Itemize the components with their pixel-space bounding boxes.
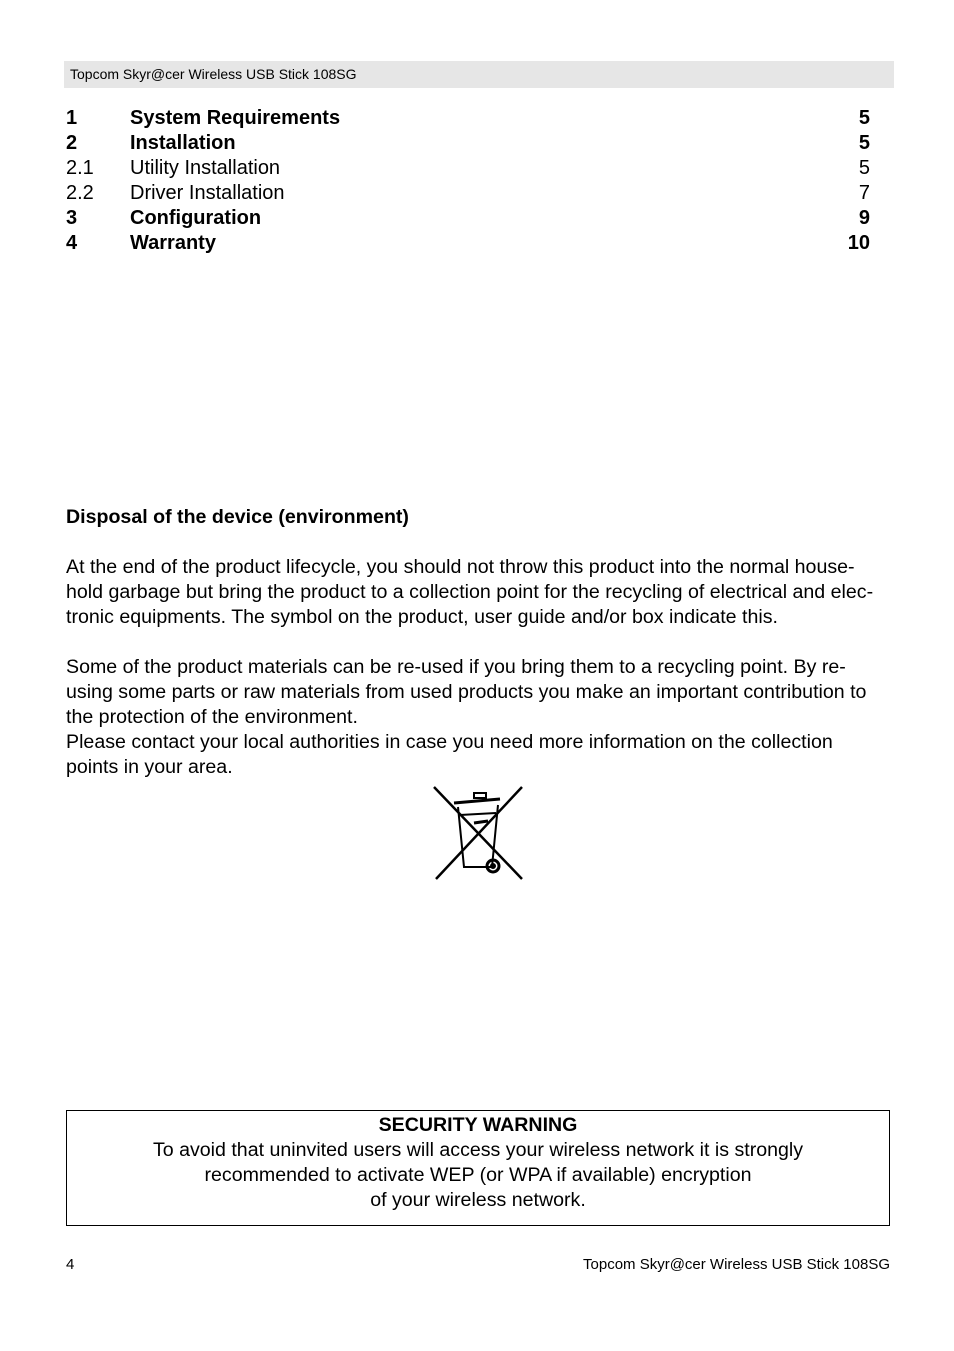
- toc-title: Utility Installation: [130, 157, 281, 179]
- toc-page: 5: [858, 132, 870, 154]
- toc-page: 5: [858, 157, 870, 179]
- warning-line: To avoid that uninvited users will access your wireless network it is strongly: [152, 1139, 804, 1161]
- section-heading: Disposal of the device (environment): [66, 506, 409, 528]
- toc-title: Configuration: [130, 207, 262, 229]
- text-line: Please contact your local authorities in case you need more information on the collection: [66, 731, 833, 753]
- table-of-contents: [66, 106, 872, 256]
- toc-number: 4: [66, 232, 78, 254]
- toc-number: 3: [66, 207, 78, 229]
- running-header: [64, 61, 894, 88]
- text-line: hold garbage but bring the product to a collection point for the recycling of electrical and elec-: [66, 581, 874, 603]
- warning-line: recommended to activate WEP (or WPA if available) encryption: [204, 1164, 752, 1186]
- toc-number: 2: [66, 132, 78, 154]
- toc-page: 9: [858, 207, 870, 229]
- toc-entry[interactable]: [66, 106, 872, 131]
- toc-entry[interactable]: [66, 206, 872, 231]
- toc-number: 1: [66, 107, 78, 129]
- toc-entry[interactable]: [66, 156, 872, 181]
- paragraph: [66, 555, 894, 630]
- disposal-section: [66, 505, 894, 780]
- text-line: the protection of the environment.: [66, 706, 358, 728]
- toc-entry[interactable]: [66, 231, 872, 256]
- toc-entry[interactable]: [66, 181, 872, 206]
- toc-title: Driver Installation: [130, 182, 285, 204]
- toc-page: 5: [858, 107, 870, 129]
- text-line: At the end of the product lifecycle, you should not throw this product into the normal house-: [66, 556, 855, 578]
- text-line: points in your area.: [66, 756, 233, 778]
- warning-line: of your wireless network.: [370, 1189, 586, 1211]
- text-line: Some of the product materials can be re-used if you bring them to a recycling point. By re-: [66, 656, 846, 678]
- toc-page: 7: [858, 182, 870, 204]
- page-number: 4: [66, 1256, 75, 1273]
- crossed-out-wheelie-bin-icon: [430, 785, 526, 883]
- text-line: using some parts or raw materials from used products you make an important contribution to: [66, 681, 867, 703]
- toc-page: 10: [847, 232, 870, 254]
- footer-title: Topcom Skyr@cer Wireless USB Stick 108SG: [583, 1256, 890, 1273]
- text-line: tronic equipments. The symbol on the product, user guide and/or box indicate this.: [66, 606, 778, 628]
- security-warning-box: [66, 1110, 890, 1226]
- toc-number: 2.1: [66, 157, 94, 179]
- toc-title: Installation: [130, 132, 236, 154]
- warning-title: SECURITY WARNING: [378, 1114, 578, 1136]
- paragraph: [66, 655, 894, 780]
- toc-number: 2.2: [66, 182, 94, 204]
- toc-title: System Requirements: [130, 107, 341, 129]
- header-title: Topcom Skyr@cer Wireless USB Stick 108SG: [70, 66, 357, 82]
- toc-entry[interactable]: [66, 131, 872, 156]
- toc-title: Warranty: [130, 232, 216, 254]
